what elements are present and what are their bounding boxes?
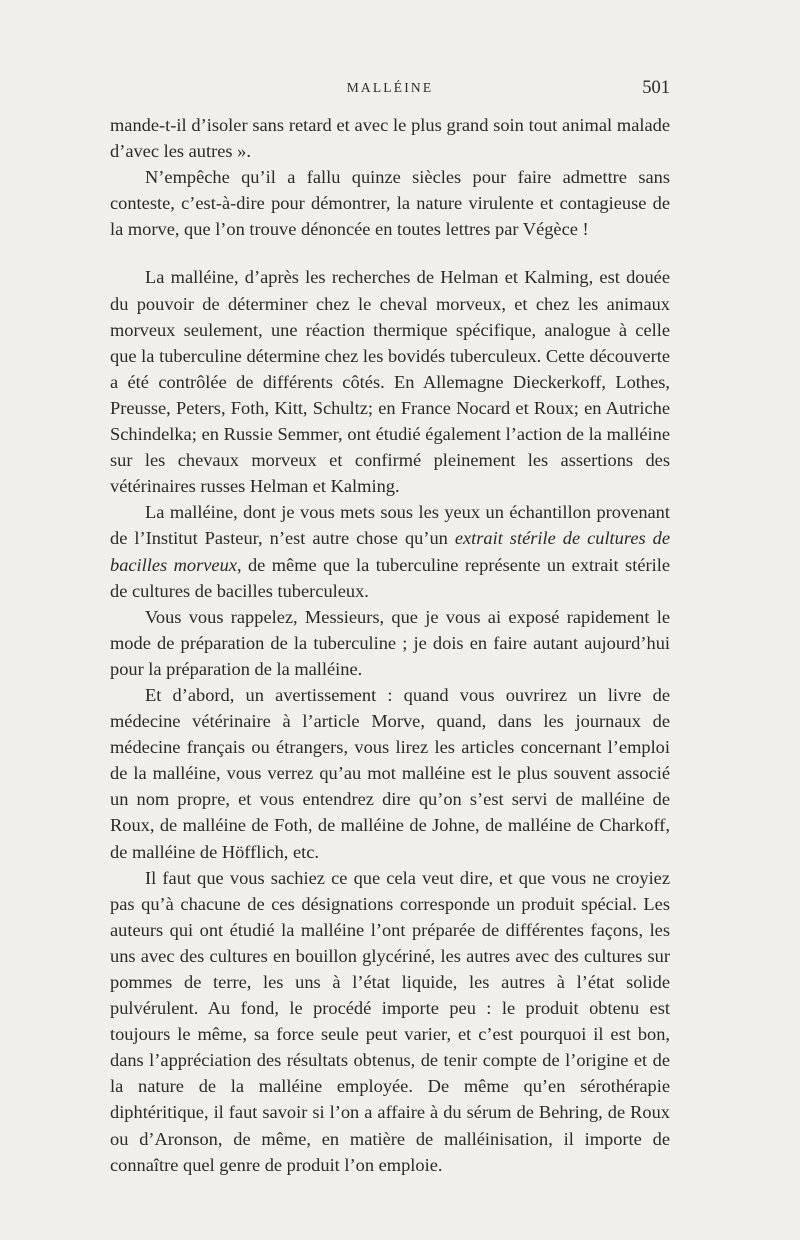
running-title: MALLÉINE — [346, 80, 434, 95]
running-head — [110, 78, 670, 108]
page-number: 501 — [642, 78, 670, 98]
italic-phrase: extrait stérile de cultures de bacilles morveux — [110, 528, 670, 575]
paragraph-preparations: Il faut que vous sachiez ce que cela veut dire, et que vous ne croyiez pas qu’à chacune de ces désignations corresponde un produit spécial. Les auteurs qui ont étudié la malléine l’ont préparée de différentes façons, les uns avec des cultures en bouillon glycériné, les autres avec des cultures sur pommes de terre, les uns à l’état liquide, les autres à l’état solide pulvérulent. Au fond, le procédé importe peu : le produit obtenu est toujours le même, sa force seule peut varier, et c’est pourquoi il est bon, dans l’appréciation des résultats obtenus, de tenir compte de l’origine et de la nature de la malléine employée. De même qu’en sérothérapie diphtéritique, il faut savoir si l’on a affaire à du sérum de Behring, de Roux ou d’Aronson, de même, en matière de malléinisation, il importe de connaître quel genre de produit l’on emploie. — [110, 867, 670, 1175]
body-text — [110, 112, 670, 1178]
paragraph-messieurs: Vous vous rappelez, Messieurs, que je vous ai exposé rapidement le mode de préparation de la tuberculine ; je dois en faire autant aujourd’hui pour la préparation de la malléine. — [110, 606, 670, 679]
paragraph-text-after-italic: , de même que la tuberculine représente un extrait stérile de cultures de bacilles tuberculeux. — [110, 554, 670, 601]
paragraph-avertissement: Et d’abord, un avertissement : quand vous ouvrirez un livre de médecine vétérinaire à l’article Morve, quand, dans les journaux de médecine français ou étrangers, vous lirez les articles concernant l’emploi de la malléine, vous verrez qu’au mot malléine est le plus souvent associé un nom propre, et vous entendrez dire qu’on s’est servi de malléine de Roux, de malléine de Foth, de malléine de Johne, de malléine de Charkoff, de malléine de Höfflich, etc. — [110, 684, 670, 862]
paragraph-extrait-sterile — [110, 499, 670, 603]
paragraph-text-before-italic: La malléine, dont je vous mets sous les yeux un échantillon provenant de l’Institut Pasteur, n’est autre chose qu’un — [110, 502, 670, 549]
paragraph-vegece: N’empêche qu’il a fallu quinze siècles pour faire admettre sans conteste, c’est-à-dire pour démontrer, la nature virulente et contagieuse de la morve, que l’on trouve dénoncée en toutes lettres par Végèce ! — [110, 167, 670, 240]
paragraph-helman-kalming: La malléine, d’après les recherches de Helman et Kalming, est douée du pouvoir de déterminer chez le cheval morveux, et chez les animaux morveux seulement, une réaction thermique spécifique, analogue à celle que la tuberculine détermine chez les bovidés tuberculeux. Cette découverte a été contrôlée de différents côtés. En Allemagne Dieckerkoff, Lothes, Preusse, Peters, Foth, Kitt, Schultz; en France Nocard et Roux; en Autriche Schindelka; en Russie Semmer, ont étudié également l’action de la malléine sur les chevaux morveux et confirmé pleinement les assertions des vétérinaires russes Helman et Kalming. — [110, 267, 670, 497]
section-break — [110, 242, 670, 264]
paragraph-continuation: mande-t-il d’isoler sans retard et avec le plus grand soin tout animal malade d’avec les autres ». — [110, 115, 670, 162]
